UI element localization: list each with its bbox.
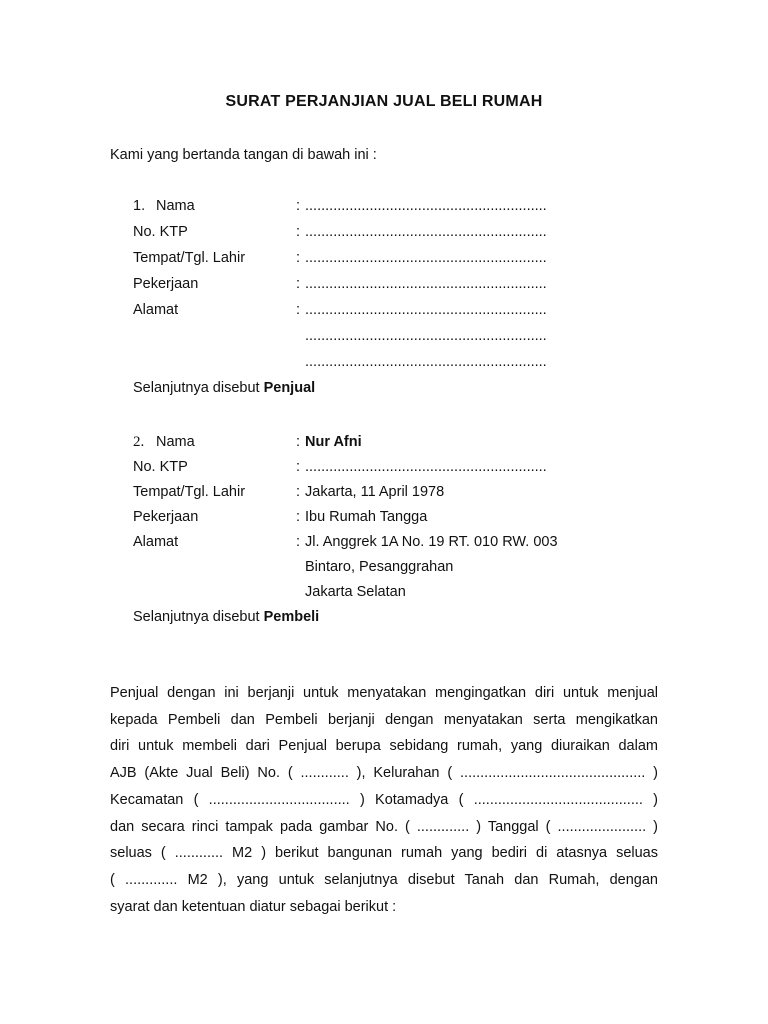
- party-2-ktp-value: ............................................................: [305, 459, 547, 475]
- party-1-row-birth: [133, 248, 653, 274]
- colon: :: [296, 484, 301, 500]
- party-2-job-label: Pekerjaan: [133, 509, 199, 525]
- party-1-role-prefix: Selanjutnya disebut: [133, 380, 264, 396]
- party-2-address-value: Jl. Anggrek 1A No. 19 RT. 010 RW. 003: [305, 534, 558, 550]
- party-1-row-ktp: [133, 222, 653, 248]
- paragraph-line: ( ............. M2 ), yang untuk selanjutnya disebut Tanah dan Rumah, dengan: [110, 871, 658, 888]
- party-2-birth-value: Jakarta, 11 April 1978: [305, 484, 445, 500]
- party-2-birth-label: Tempat/Tgl. Lahir: [133, 484, 246, 500]
- party-1-ktp-value: ............................................................: [305, 224, 547, 240]
- colon: :: [296, 276, 301, 292]
- party-1-name-label: Nama: [156, 198, 195, 214]
- party-2-number: 2.: [133, 434, 145, 450]
- paragraph-line: dan secara rinci tampak pada gambar No. ( ............. ) Tanggal ( ...................... ): [110, 818, 658, 835]
- document-title: SURAT PERJANJIAN JUAL BELI RUMAH: [225, 93, 543, 110]
- party-2-ktp-label: No. KTP: [133, 459, 188, 475]
- party-2-name-value: Nur Afni: [305, 434, 362, 450]
- colon: :: [296, 434, 301, 450]
- party-2-role-prefix: Selanjutnya disebut: [133, 609, 264, 625]
- party-1-row-job: [133, 274, 653, 300]
- colon: :: [296, 459, 301, 475]
- paragraph-line: Kecamatan ( ................................... ) Kotamadya ( .......................................... ): [110, 791, 658, 808]
- paragraph-line: diri untuk membeli dari Penjual berupa sebidang rumah, yang diuraikan dalam: [110, 738, 658, 755]
- party-2-row-job: [133, 507, 653, 532]
- party-2-row-address-2: [133, 557, 653, 582]
- party-1-job-value: ............................................................: [305, 276, 547, 292]
- party-2-row-birth: [133, 482, 653, 507]
- party-1-address-value: ............................................................: [305, 302, 547, 318]
- party-1-number: 1.: [133, 198, 146, 214]
- party-1-address-label: Alamat: [133, 302, 179, 318]
- party-1-row-name: [133, 196, 653, 222]
- party-1-ktp-label: No. KTP: [133, 224, 188, 240]
- party-2-row-address: [133, 532, 653, 557]
- party-2-row-name: [133, 432, 653, 457]
- party-1-name-value: ............................................................: [305, 198, 547, 214]
- party-1-row-address-2: [133, 326, 653, 352]
- paragraph-line: seluas ( ............ M2 ) berikut bangunan rumah yang bediri di atasnya seluas: [110, 845, 658, 862]
- party-2-row-address-3: [133, 582, 653, 607]
- party-1-role-line: [133, 378, 653, 404]
- party-2-role: Pembeli: [263, 609, 320, 625]
- agreement-paragraph: [110, 680, 658, 920]
- party-1-section: [133, 196, 653, 404]
- party-1-row-address: [133, 300, 653, 326]
- party-2-job-value: Ibu Rumah Tangga: [305, 509, 428, 525]
- party-2-address-cont-1: Bintaro, Pesanggrahan: [305, 559, 454, 575]
- party-1-role: Penjual: [263, 380, 316, 396]
- party-2-name-label: Nama: [156, 434, 195, 450]
- party-1-birth-value: ............................................................: [305, 250, 547, 266]
- party-1-row-address-3: [133, 352, 653, 378]
- paragraph-line: syarat dan ketentuan diatur sebagai berikut :: [110, 898, 397, 915]
- party-2-role-line: [133, 607, 653, 633]
- colon: :: [296, 302, 301, 318]
- intro-text: Kami yang bertanda tangan di bawah ini :: [110, 147, 377, 163]
- party-1-address-cont-2: ............................................................: [305, 354, 547, 370]
- paragraph-line: Penjual dengan ini berjanji untuk menyatakan mengingatkan diri untuk menjual: [110, 685, 658, 701]
- paragraph-line: kepada Pembeli dan Pembeli berjanji dengan menyatakan serta mengikatkan: [110, 711, 658, 728]
- party-2-address-cont-2: Jakarta Selatan: [305, 584, 406, 600]
- paragraph-line: AJB (Akte Jual Beli) No. ( ............ ), Kelurahan ( .............................................. ): [110, 765, 658, 782]
- colon: :: [296, 198, 301, 214]
- party-1-job-label: Pekerjaan: [133, 276, 199, 292]
- colon: :: [296, 250, 301, 266]
- party-1-birth-label: Tempat/Tgl. Lahir: [133, 250, 246, 266]
- colon: :: [296, 534, 301, 550]
- party-2-section: [133, 432, 653, 633]
- party-2-address-label: Alamat: [133, 534, 179, 550]
- party-1-address-cont-1: ............................................................: [305, 328, 547, 344]
- party-2-row-ktp: [133, 457, 653, 482]
- colon: :: [296, 509, 301, 525]
- colon: :: [296, 224, 301, 240]
